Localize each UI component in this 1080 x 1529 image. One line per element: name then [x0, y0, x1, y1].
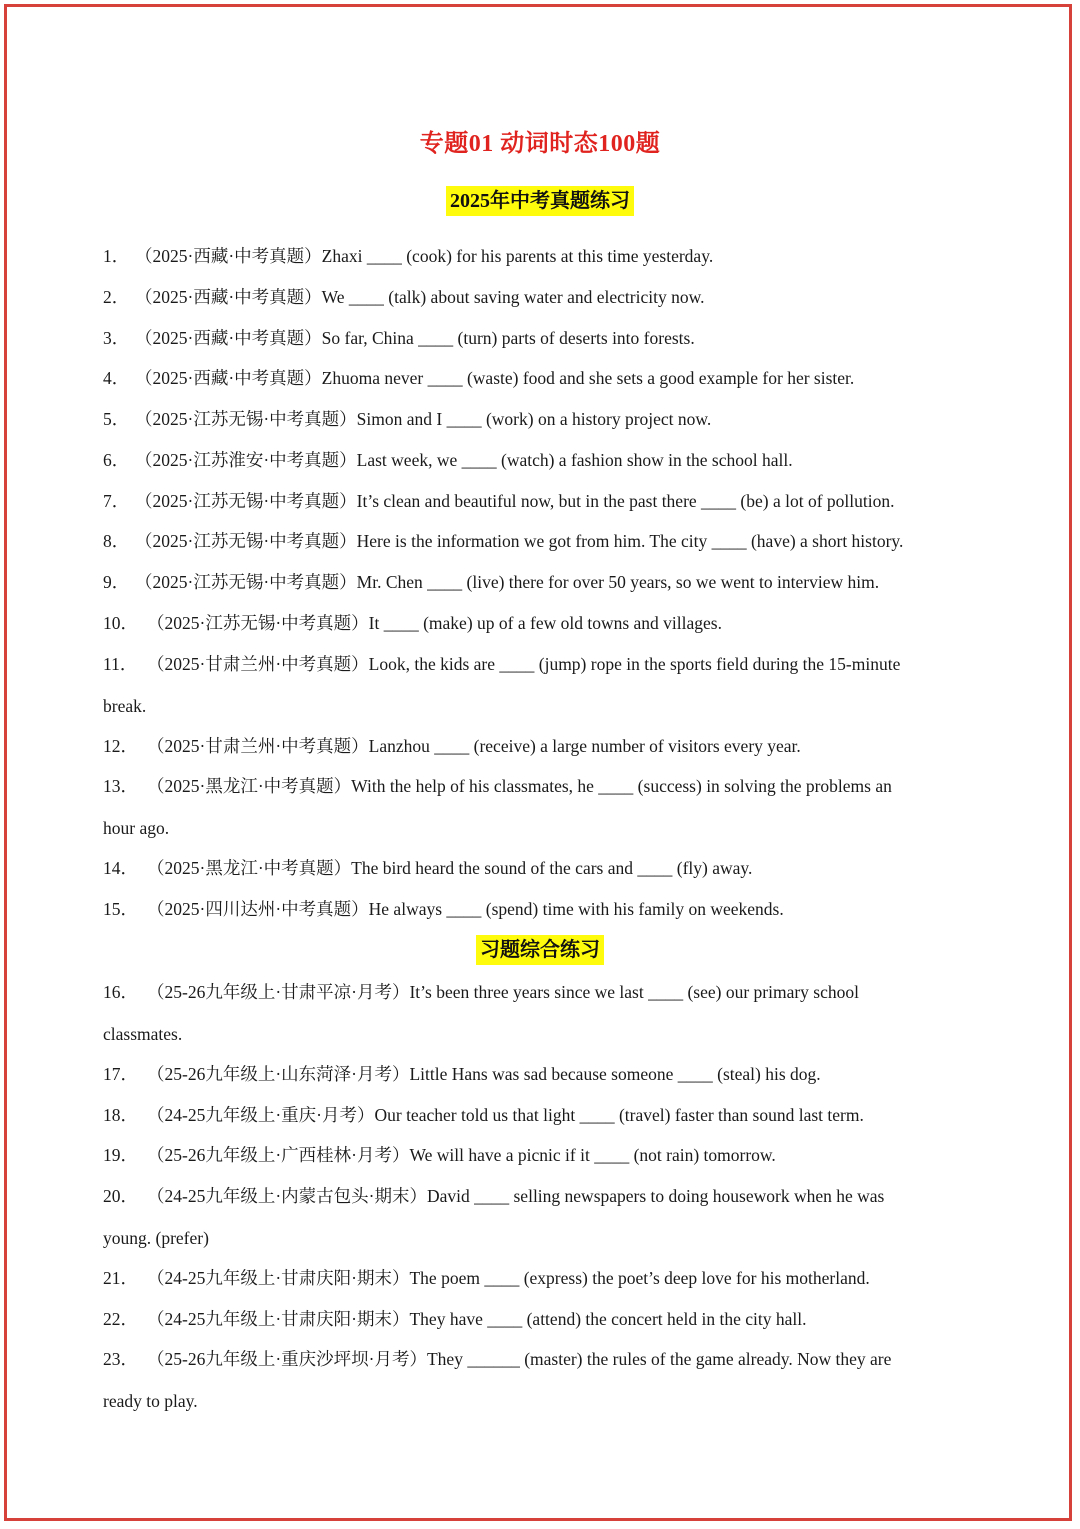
question-text: So far, China ____ (turn) parts of deserts into forests.	[321, 328, 695, 348]
question-item	[103, 1298, 973, 1340]
question-item	[103, 480, 973, 522]
question-text: We will have a picnic if it ____ (not rain) tomorrow.	[409, 1145, 776, 1165]
question-source: （25-26九年级上·广西桂林·月考）	[147, 1145, 410, 1165]
question-source: （24-25九年级上·重庆·月考）	[147, 1105, 375, 1125]
question-item	[103, 847, 973, 889]
section-heading-practice	[0, 935, 1080, 965]
question-item	[103, 1338, 973, 1380]
question-source: （24-25九年级上·甘肃庆阳·期末）	[147, 1268, 410, 1288]
question-item	[103, 235, 973, 277]
question-text: Zhaxi ____ (cook) for his parents at this time yesterday.	[321, 246, 714, 266]
question-number: 3．	[103, 328, 130, 348]
question-item	[103, 1094, 973, 1136]
question-number: 4．	[103, 368, 130, 388]
question-source: （2025·西藏·中考真题）	[135, 368, 322, 388]
question-number: 7．	[103, 491, 130, 511]
section-heading-exam	[0, 186, 1080, 216]
question-text: Zhuoma never ____ (waste) food and she sets a good example for her sister.	[321, 368, 855, 388]
question-source: （2025·江苏无锡·中考真题）	[135, 491, 357, 511]
question-number: 15．	[103, 899, 138, 919]
question-item	[103, 1175, 973, 1217]
question-item	[103, 602, 973, 644]
section-label: 习题综合练习	[476, 935, 604, 965]
question-number: 20．	[103, 1186, 138, 1206]
question-source: （25-26九年级上·甘肃平凉·月考）	[147, 982, 410, 1002]
question-text: Mr. Chen ____ (live) there for over 50 years, so we went to interview him.	[356, 572, 880, 592]
question-item	[103, 971, 973, 1013]
question-number: 10．	[103, 613, 138, 633]
question-number: 12．	[103, 736, 138, 756]
question-number: 1．	[103, 246, 130, 266]
question-item	[103, 1257, 973, 1299]
question-number: 8．	[103, 531, 130, 551]
question-text: They have ____ (attend) the concert held in the city hall.	[409, 1309, 807, 1329]
question-text: The bird heard the sound of the cars and ____ (fly) away.	[351, 858, 753, 878]
question-number: 13．	[103, 776, 138, 796]
question-item	[103, 1134, 973, 1176]
question-source: （2025·西藏·中考真题）	[135, 287, 322, 307]
question-text: Here is the information we got from him. The city ____ (have) a short history.	[356, 531, 904, 551]
question-source: （2025·甘肃兰州·中考真题）	[147, 654, 369, 674]
question-number: 9．	[103, 572, 130, 592]
question-continuation: hour ago.	[103, 818, 170, 838]
question-source: （2025·黑龙江·中考真题）	[147, 858, 352, 878]
question-item	[103, 561, 973, 603]
question-continuation: ready to play.	[103, 1391, 198, 1411]
question-text: With the help of his classmates, he ____ (success) in solving the problems an	[351, 776, 892, 796]
question-text: Look, the kids are ____ (jump) rope in the sports field during the 15-minute	[368, 654, 901, 674]
question-number: 11．	[103, 654, 138, 674]
question-number: 14．	[103, 858, 138, 878]
question-item	[103, 888, 973, 930]
question-text: It’s been three years since we last ____ (see) our primary school	[409, 982, 859, 1002]
question-source: （25-26九年级上·重庆沙坪坝·月考）	[147, 1349, 427, 1369]
question-number: 5．	[103, 409, 130, 429]
question-text: It ____ (make) up of a few old towns and villages.	[368, 613, 722, 633]
question-number: 19．	[103, 1145, 138, 1165]
question-source: （2025·江苏无锡·中考真题）	[135, 572, 357, 592]
question-number: 21．	[103, 1268, 138, 1288]
question-text: Simon and I ____ (work) on a history project now.	[356, 409, 712, 429]
question-item	[103, 1053, 973, 1095]
question-number: 18．	[103, 1105, 138, 1125]
question-number: 22．	[103, 1309, 138, 1329]
question-continuation: break.	[103, 696, 147, 716]
question-text: It’s clean and beautiful now, but in the past there ____ (be) a lot of pollution.	[356, 491, 895, 511]
question-text: They ______ (master) the rules of the game already. Now they are	[426, 1349, 892, 1369]
question-item	[103, 357, 973, 399]
question-source: （2025·四川达州·中考真题）	[147, 899, 369, 919]
question-item	[103, 439, 973, 481]
question-item	[103, 725, 973, 767]
question-item	[103, 317, 973, 359]
question-text: We ____ (talk) about saving water and electricity now.	[321, 287, 705, 307]
question-text: Our teacher told us that light ____ (travel) faster than sound last term.	[374, 1105, 864, 1125]
question-text: He always ____ (spend) time with his family on weekends.	[368, 899, 784, 919]
question-number: 23．	[103, 1349, 138, 1369]
question-continuation: classmates.	[103, 1024, 183, 1044]
question-source: （2025·西藏·中考真题）	[135, 246, 322, 266]
question-number: 2．	[103, 287, 130, 307]
question-text: The poem ____ (express) the poet’s deep love for his motherland.	[409, 1268, 870, 1288]
question-source: （2025·黑龙江·中考真题）	[147, 776, 352, 796]
question-text: David ____ selling newspapers to doing housework when he was	[426, 1186, 885, 1206]
question-item	[103, 765, 973, 807]
question-source: （2025·江苏无锡·中考真题）	[147, 613, 369, 633]
question-number: 16．	[103, 982, 138, 1002]
question-source: （2025·江苏无锡·中考真题）	[135, 409, 357, 429]
question-source: （25-26九年级上·山东菏泽·月考）	[147, 1064, 410, 1084]
question-text: Last week, we ____ (watch) a fashion show in the school hall.	[356, 450, 793, 470]
question-text: Lanzhou ____ (receive) a large number of visitors every year.	[368, 736, 801, 756]
question-continuation: young. (prefer)	[103, 1228, 209, 1248]
question-item	[103, 398, 973, 440]
page-title: 专题01 动词时态100题	[419, 131, 661, 157]
question-source: （2025·江苏淮安·中考真题）	[135, 450, 357, 470]
question-text: Little Hans was sad because someone ____ (steal) his dog.	[409, 1064, 821, 1084]
question-item	[103, 520, 973, 562]
question-item	[103, 276, 973, 318]
question-number: 6．	[103, 450, 130, 470]
question-source: （24-25九年级上·内蒙古包头·期末）	[147, 1186, 427, 1206]
question-source: （2025·甘肃兰州·中考真题）	[147, 736, 369, 756]
section-label: 2025年中考真题练习	[446, 186, 634, 216]
question-source: （2025·江苏无锡·中考真题）	[135, 531, 357, 551]
question-source: （2025·西藏·中考真题）	[135, 328, 322, 348]
question-source: （24-25九年级上·甘肃庆阳·期末）	[147, 1309, 410, 1329]
question-number: 17．	[103, 1064, 138, 1084]
question-item	[103, 643, 973, 685]
